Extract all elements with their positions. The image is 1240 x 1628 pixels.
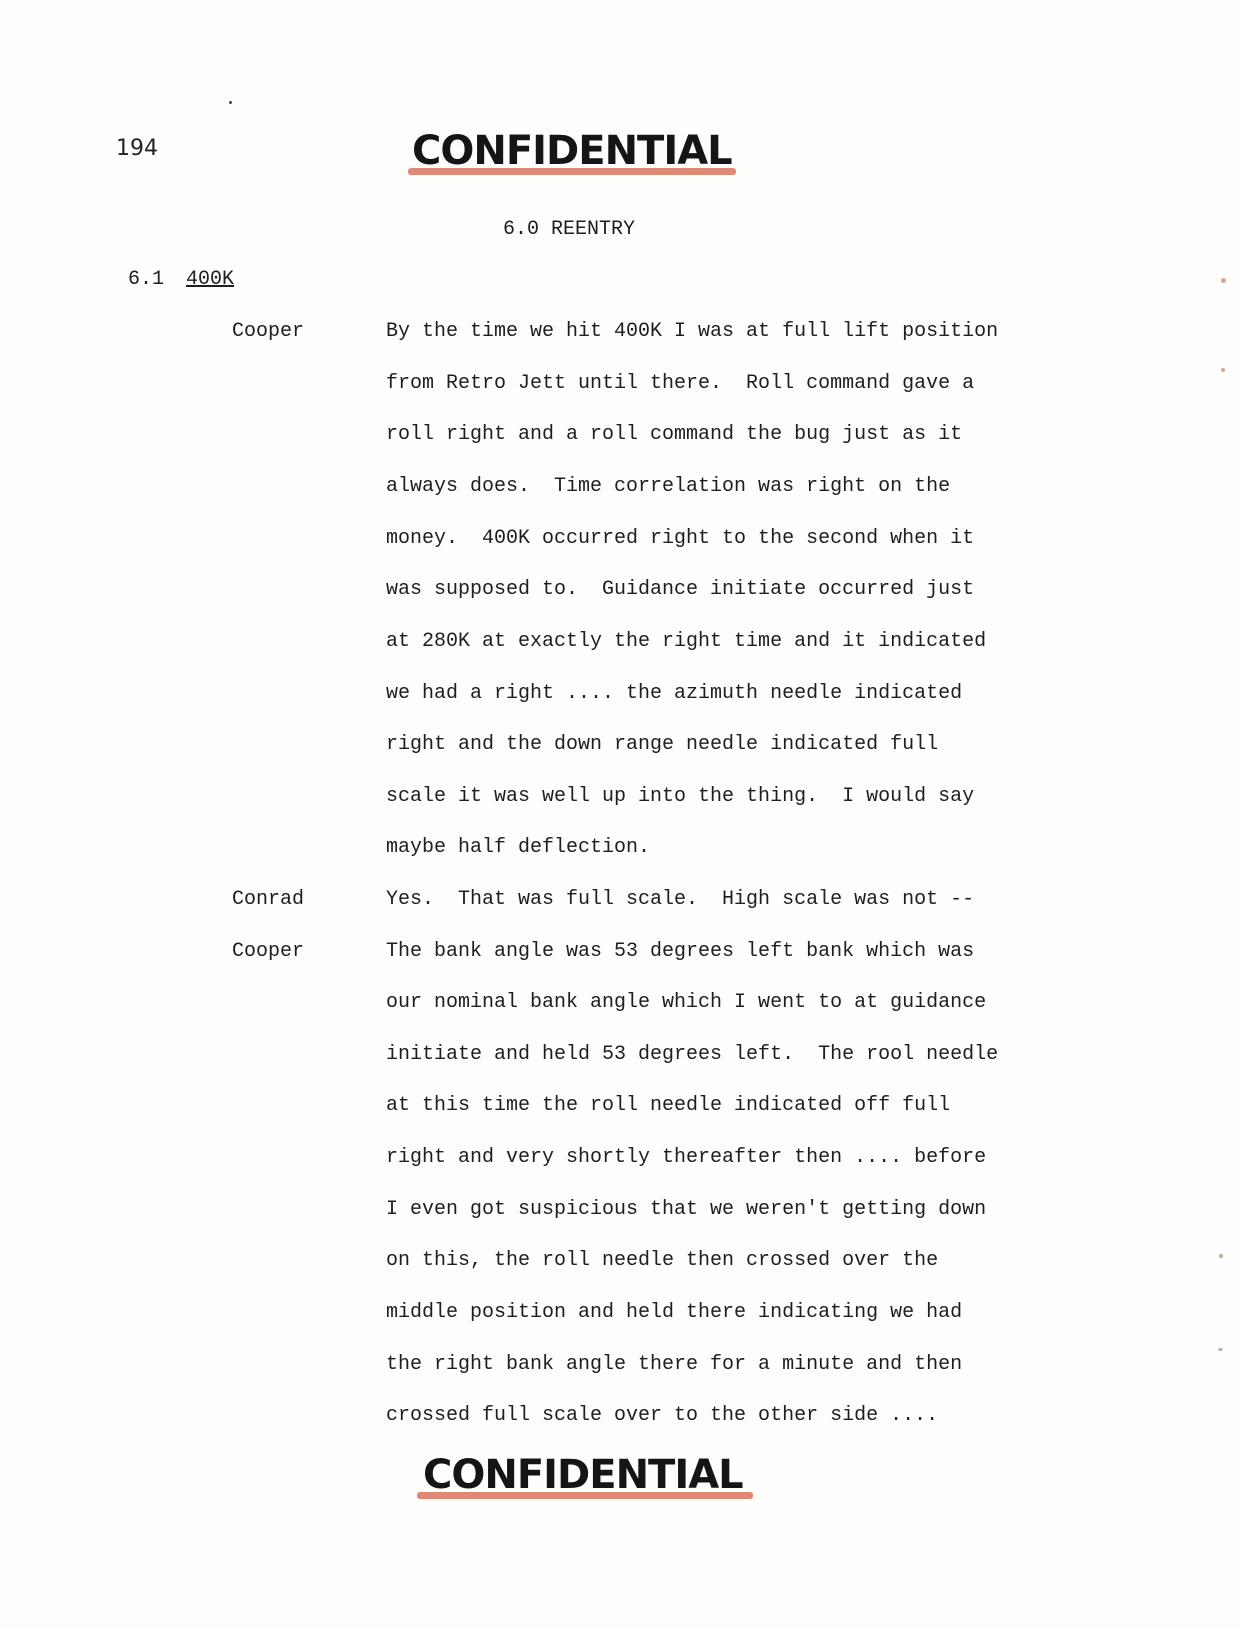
confidential-stamp-bottom <box>423 1452 743 1498</box>
paper-speck <box>1221 278 1226 283</box>
speaker-label: Cooper <box>232 940 305 963</box>
transcript-line: crossed full scale over to the other side .... <box>386 1404 939 1427</box>
speaker-label: Cooper <box>232 320 305 343</box>
transcript-line: maybe half deflection. <box>386 836 651 859</box>
transcript-line: we had a right .... the azimuth needle indicated <box>386 682 963 705</box>
paper-speck <box>229 101 232 104</box>
transcript-line: Yes. That was full scale. High scale was not -- <box>386 888 975 911</box>
paper-speck <box>1221 368 1225 372</box>
paper-speck <box>1218 1348 1223 1351</box>
stamp-text: CONFIDENTIAL <box>423 1452 743 1498</box>
transcript-line: always does. Time correlation was right on the <box>386 475 951 498</box>
paper-speck <box>1219 1254 1223 1258</box>
transcript-line: our nominal bank angle which I went to at guidance <box>386 991 987 1014</box>
transcript-line: the right bank angle there for a minute and then <box>386 1353 963 1376</box>
section-heading: 6.0 REENTRY <box>503 218 636 241</box>
transcript-line: right and very shortly thereafter then .... before <box>386 1146 987 1169</box>
stamp-text: CONFIDENTIAL <box>412 128 732 174</box>
transcript-line: from Retro Jett until there. Roll command gave a <box>386 372 975 395</box>
transcript-line: The bank angle was 53 degrees left bank which was <box>386 940 975 963</box>
transcript-line: at 280K at exactly the right time and it indicated <box>386 630 987 653</box>
transcript-line: By the time we hit 400K I was at full lift position <box>386 320 999 343</box>
transcript-line: at this time the roll needle indicated off full <box>386 1094 951 1117</box>
transcript-line: initiate and held 53 degrees left. The rool needle <box>386 1043 999 1066</box>
confidential-stamp-top <box>412 128 732 174</box>
transcript-line: scale it was well up into the thing. I would say <box>386 785 975 808</box>
transcript-line: roll right and a roll command the bug just as it <box>386 423 963 446</box>
subsection-heading <box>128 268 234 291</box>
transcript-line: middle position and held there indicating we had <box>386 1301 963 1324</box>
transcript-line: right and the down range needle indicated full <box>386 733 939 756</box>
speaker-label: Conrad <box>232 888 305 911</box>
subsection-title: 400K <box>186 268 235 291</box>
transcript-line: money. 400K occurred right to the second when it <box>386 527 975 550</box>
transcript-line: I even got suspicious that we weren't getting down <box>386 1198 987 1221</box>
subsection-number: 6.1 <box>128 268 165 291</box>
page-number: 194 <box>116 136 158 161</box>
transcript-line: on this, the roll needle then crossed over the <box>386 1249 939 1272</box>
transcript-line: was supposed to. Guidance initiate occurred just <box>386 578 975 601</box>
